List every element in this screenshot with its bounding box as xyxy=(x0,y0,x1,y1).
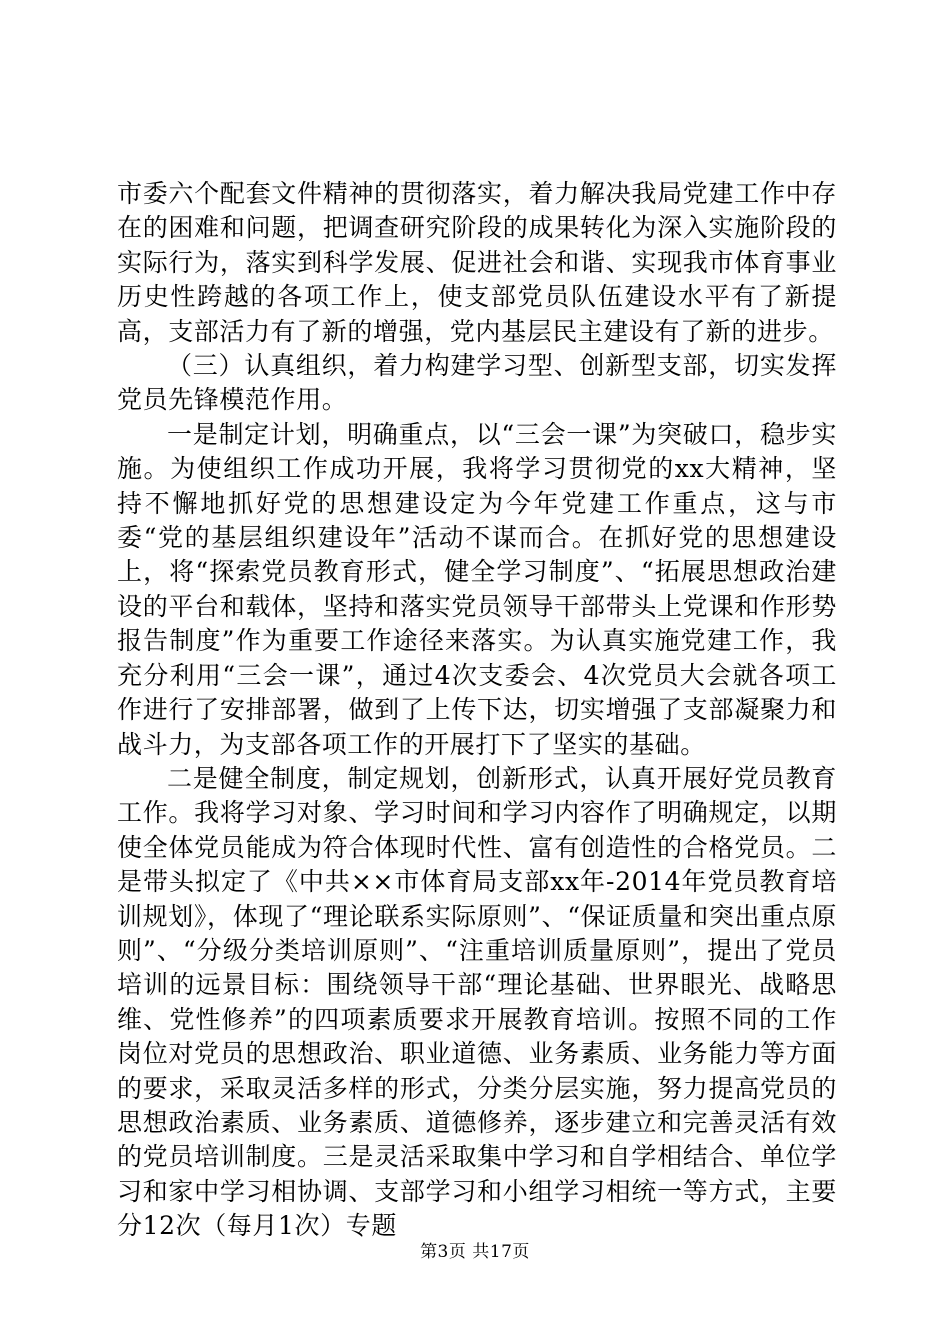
paragraph-continuation: 市委六个配套文件精神的贯彻落实，着力解决我局党建工作中存在的困难和问题，把调查研究阶段的成果转化为深入实施阶段的实际行为，落实到科学发展、促进社会和谐、实现我市体育事业历史性跨越的各项工作上，使支部党员队伍建设水平有了新提高，支部活力有了新的增强，党内基层民主建设有了新的进步。 xyxy=(117,179,837,346)
document-body xyxy=(117,177,837,1244)
paragraph-system: 二是健全制度，制定规划，创新形式，认真开展好党员教育工作。我将学习对象、学习时间和学习内容作了明确规定，以期使全体党员能成为符合体现时代性、富有创造性的合格党员。二是带头拟定了《中共××市体育局支部xx年-2014年党员教育培训规划》，体现了“理论联系实际原则”、“保证质量和突出重点原则”、“分级分类培训原则”、“注重培训质量原则”，提出了党员培训的远景目标：围绕领导干部“理论基础、世界眼光、战略思维、党性修养”的四项素质要求开展教育培训。按照不同的工作岗位对党员的思想政治、职业道德、业务素质、业务能力等方面的要求，采取灵活多样的形式，分类分层实施，努力提高党员的思想政治素质、业务素质、道德修养，逐步建立和完善灵活有效的党员培训制度。三是灵活采取集中学习和自学相结合、单位学习和家中学习相协调、支部学习和小组学习相统一等方式，主要分12次（每月1次）专题 xyxy=(117,763,837,1241)
section-heading-three: （三）认真组织，着力构建学习型、创新型支部，切实发挥党员先锋模范作用。 xyxy=(117,351,837,415)
page-footer: 第3页 共17页 xyxy=(420,1242,530,1262)
paragraph-plan: 一是制定计划，明确重点，以“三会一课”为突破口，稳步实施。为使组织工作成功开展，我将学习贯彻党的xx大精神，坚持不懈地抓好党的思想建设定为今年党建工作重点，这与市委“党的基层组织建设年”活动不谋而合。在抓好党的思想建设上，将“探索党员教育形式，健全学习制度”、“拓展思想政治建设的平台和载体，坚持和落实党员领导干部带头上党课和作形势报告制度”作为重要工作途径来落实。为认真实施党建工作，我充分利用“三会一课”，通过4次支委会、4次党员大会就各项工作进行了安排部署，做到了上传下达，切实增强了支部凝聚力和战斗力，为支部各项工作的开展打下了坚实的基础。 xyxy=(117,419,837,759)
